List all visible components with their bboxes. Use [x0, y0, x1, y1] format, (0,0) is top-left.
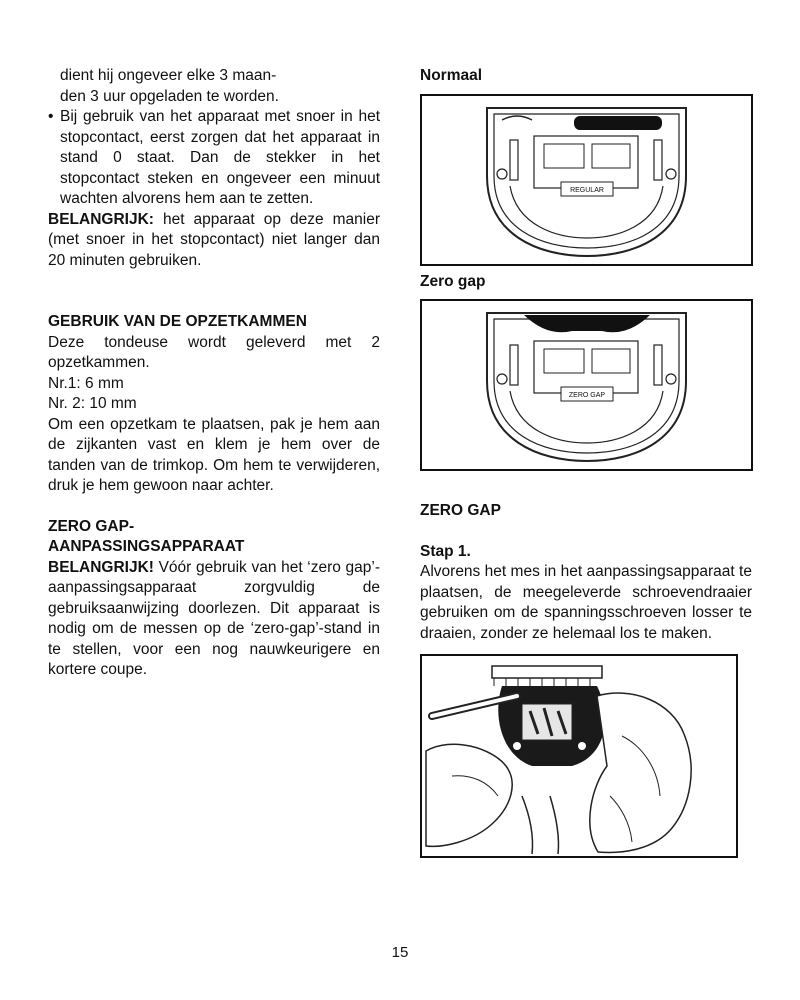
section1-text: Deze tondeuse wordt geleverd met 2 opzetkammen. — [48, 333, 380, 371]
comb-1-size: Nr.1: 6 mm — [48, 374, 124, 392]
step-label: Stap 1. — [420, 542, 471, 560]
section2-paragraph — [48, 558, 380, 681]
figure-label-zero-gap: Zero gap — [420, 272, 486, 290]
left-column — [48, 66, 380, 681]
important-text: het apparaat op deze manier (met snoer in het stopcontact) niet langer dan 20 minuten gebruiken. — [48, 210, 380, 269]
trimmer-guide-zero-gap-illustration — [422, 301, 751, 469]
section2-text: Vóór gebruik van het ‘zero gap’-aanpassingsapparaat zorgvuldig de gebruiksaanwijzing doorlezen. Dit apparaat is nodig om de messen op de ‘zero-gap’-stand in te stellen, voor een nog nauwkeurigere en kortere coupe. — [48, 558, 380, 678]
trimmer-guide-normal-illustration — [422, 96, 751, 264]
figure-normaal — [420, 94, 753, 266]
important-label: BELANGRIJK: — [48, 210, 154, 228]
section-heading-zero-gap-1: ZERO GAP- — [48, 517, 135, 535]
hands-with-screwdriver-illustration — [422, 656, 736, 856]
intro-line-1: dient hij ongeveer elke 3 maan- — [60, 67, 277, 84]
figure-hands-screwdriver — [420, 654, 738, 858]
bullet-symbol: • — [48, 108, 54, 125]
section1-text-2: Om een opzetkam te plaatsen, pak je hem aan de zijkanten vast en klem je hem over de tanden van de trimkop. Om hem te verwijderen, druk je hem gewoon naar achter. — [48, 415, 380, 494]
badge-zero-gap: ZERO GAP — [568, 392, 606, 399]
section-heading-opzetkammen: GEBRUIK VAN DE OPZETKAMMEN — [48, 313, 307, 330]
zero-gap-heading: ZERO GAP — [420, 502, 501, 519]
section-heading-zero-gap-2: AANPASSINGSAPPARAAT — [48, 538, 245, 555]
step-text: Alvorens het mes in het aanpassingsapparaat te plaatsen, de meegeleverde schroevendraaier gebruiken om de spanningsschroeven losser te draaien, zonder ze helemaal los te maken. — [420, 563, 752, 642]
bullet-paragraph — [48, 107, 380, 210]
intro-line-2: den 3 uur opgeladen te worden. — [60, 87, 279, 105]
page-number: 15 — [391, 944, 409, 961]
figure-zero-gap — [420, 299, 753, 471]
section2-label: BELANGRIJK! — [48, 558, 154, 576]
comb-2-size: Nr. 2: 10 mm — [48, 395, 137, 412]
badge-regular: REGULAR — [570, 186, 604, 194]
important-paragraph — [48, 210, 380, 272]
bullet-text: Bij gebruik van het apparaat met snoer in het stopcontact, eerst zorgen dat het apparaat in stand 0 staat. Dan de stekker in het stopcontact steken en ongeveer een minuut wachten alvorens hem aan te zetten. — [60, 108, 380, 207]
right-column — [420, 66, 752, 858]
figure-label-normaal: Normaal — [420, 67, 483, 84]
